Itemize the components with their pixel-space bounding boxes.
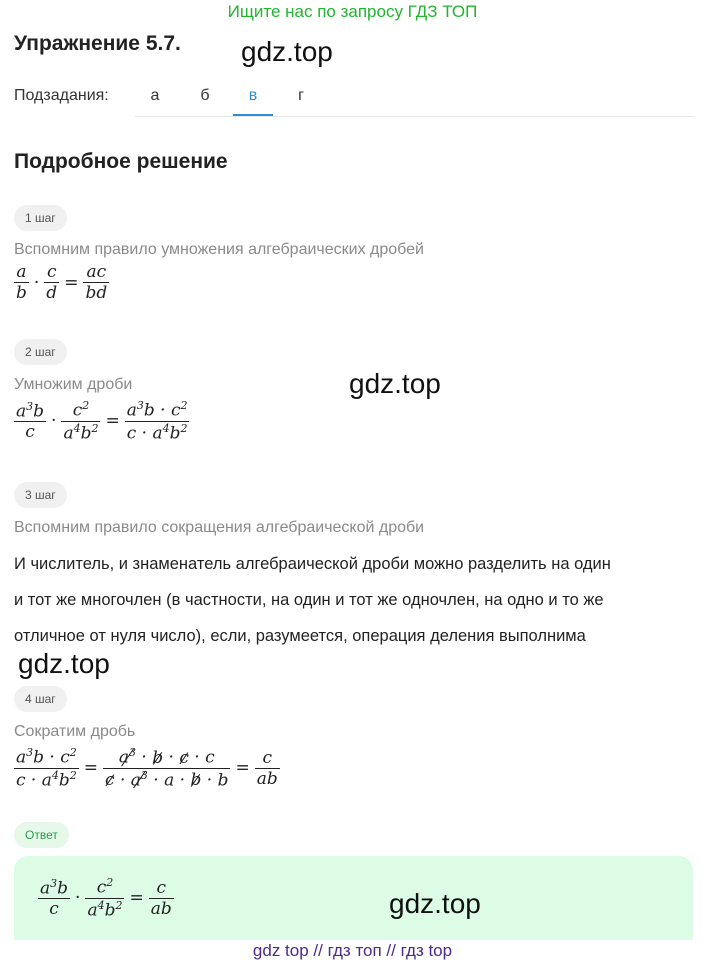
subtask-tabs [135, 80, 693, 117]
answer-badge: Ответ [14, 822, 69, 848]
rule-line: отличное от нуля число), если, разумеется, операция деления выполнима [14, 627, 586, 645]
exercise-title: Упражнение 5.7. [14, 32, 181, 55]
step-badge: 3 шаг [14, 482, 67, 508]
subtasks-label: Подзадания: [14, 87, 109, 104]
footer-links[interactable]: gdz top // гдз топ // гдз top [252, 941, 453, 960]
rule-line: И числитель, и знаменатель алгебраической дроби можно разделить на один [14, 555, 611, 573]
rule-paragraph [14, 546, 704, 654]
watermark: gdz.top [349, 368, 441, 399]
watermark: gdz.top [241, 36, 333, 67]
step-badge: 2 шаг [14, 339, 67, 365]
section-title: Подробное решение [14, 150, 228, 173]
formula-reduce-fraction: $\frac{a^3b \cdot c^2}{c \cdot a^4b^2}$ = $\frac{a^3 \cdot b \cdot c \cdot c}{c \cdot a^3 \cdot a \cdot b \cdot b}$ = $\frac{c}{ab}$ [16, 746, 278, 791]
rule-line: и тот же многочлен (в частности, на один и тот же одночлен, на одно и то же [14, 591, 604, 609]
watermark: gdz.top [18, 648, 110, 679]
step-description: Вспомним правило умножения алгебраических дробей [14, 241, 424, 258]
tab-g[interactable]: г [298, 87, 304, 104]
step-description: Вспомним правило сокращения алгебраической дроби [14, 519, 425, 536]
step-description: Сократим дробь [14, 723, 136, 740]
top-banner: Ищите нас по запросу ГДЗ ТОП [227, 2, 478, 21]
tab-a[interactable]: а [150, 87, 160, 104]
watermark: gdz.top [389, 888, 481, 919]
answer-formula: $\frac{a^3b}{c}$ · $\frac{c^2}{a^4b^2}$ = $\frac{c}{ab}$ [40, 876, 172, 921]
tab-b[interactable]: б [200, 87, 210, 104]
step-description: Умножим дроби [14, 376, 133, 393]
formula-multiplication-rule: $\frac{a}{b}$ · $\frac{c}{d}$ = $\frac{ac}{bd}$ [16, 262, 108, 303]
step-badge: 4 шаг [14, 686, 67, 712]
formula-multiply-fractions: $\frac{a^3b}{c}$ · $\frac{c^2}{a^4b^2}$ = $\frac{a^3b \cdot c^2}{c \cdot a^4b^2}$ [16, 399, 188, 444]
step-badge: 1 шаг [14, 205, 67, 231]
tab-v[interactable]: в [233, 80, 273, 116]
